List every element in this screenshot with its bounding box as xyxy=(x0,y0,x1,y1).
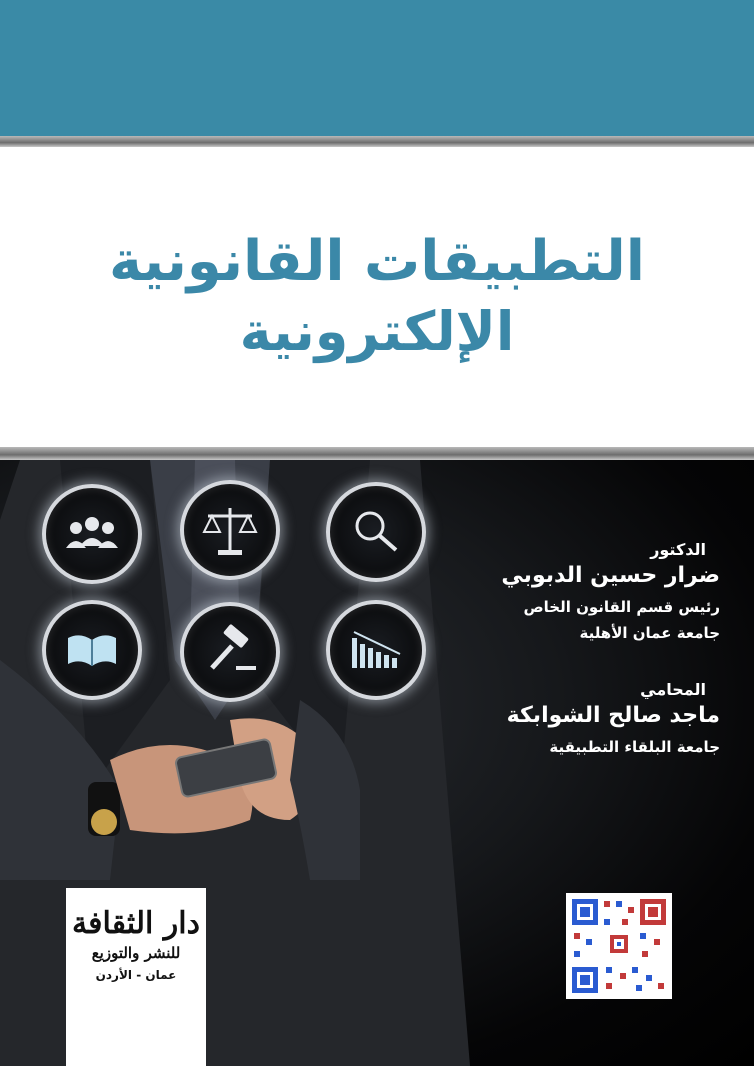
bottom-divider xyxy=(0,447,754,460)
top-divider xyxy=(0,136,754,147)
author-1-affiliation: رئيس قسم القانون الخاص xyxy=(523,598,720,616)
author-1-role: الدكتور xyxy=(650,540,706,559)
author-2-name: ماجد صالح الشوابكة xyxy=(506,703,720,728)
qr-code xyxy=(566,893,672,999)
publisher-name: دار الثقافة xyxy=(72,906,200,941)
gavel-icon xyxy=(180,602,280,702)
publisher-logo xyxy=(66,888,206,1066)
scales-icon xyxy=(180,480,280,580)
author-1-university: جامعة عمان الأهلية xyxy=(579,624,720,642)
title-panel xyxy=(0,147,754,447)
publisher-city: عمان - الأردن xyxy=(95,968,177,982)
author-1-name: ضرار حسين الدبوبي xyxy=(501,563,720,588)
author-2-university: جامعة البلقاء التطبيقية xyxy=(549,738,720,756)
publisher-subtitle: للنشر والتوزيع xyxy=(91,944,181,962)
book-icon xyxy=(42,600,142,700)
qr-code-icon xyxy=(566,893,672,999)
author-2-role: المحامي xyxy=(640,680,706,699)
authors-block xyxy=(420,540,720,764)
bar-chart-icon xyxy=(326,600,426,700)
people-icon xyxy=(42,484,142,584)
book-title-line-2: الإلكترونية xyxy=(239,300,515,363)
magnifier-icon xyxy=(326,482,426,582)
top-color-band xyxy=(0,0,754,136)
book-title-line-1: التطبيقات القانونية xyxy=(109,229,645,294)
